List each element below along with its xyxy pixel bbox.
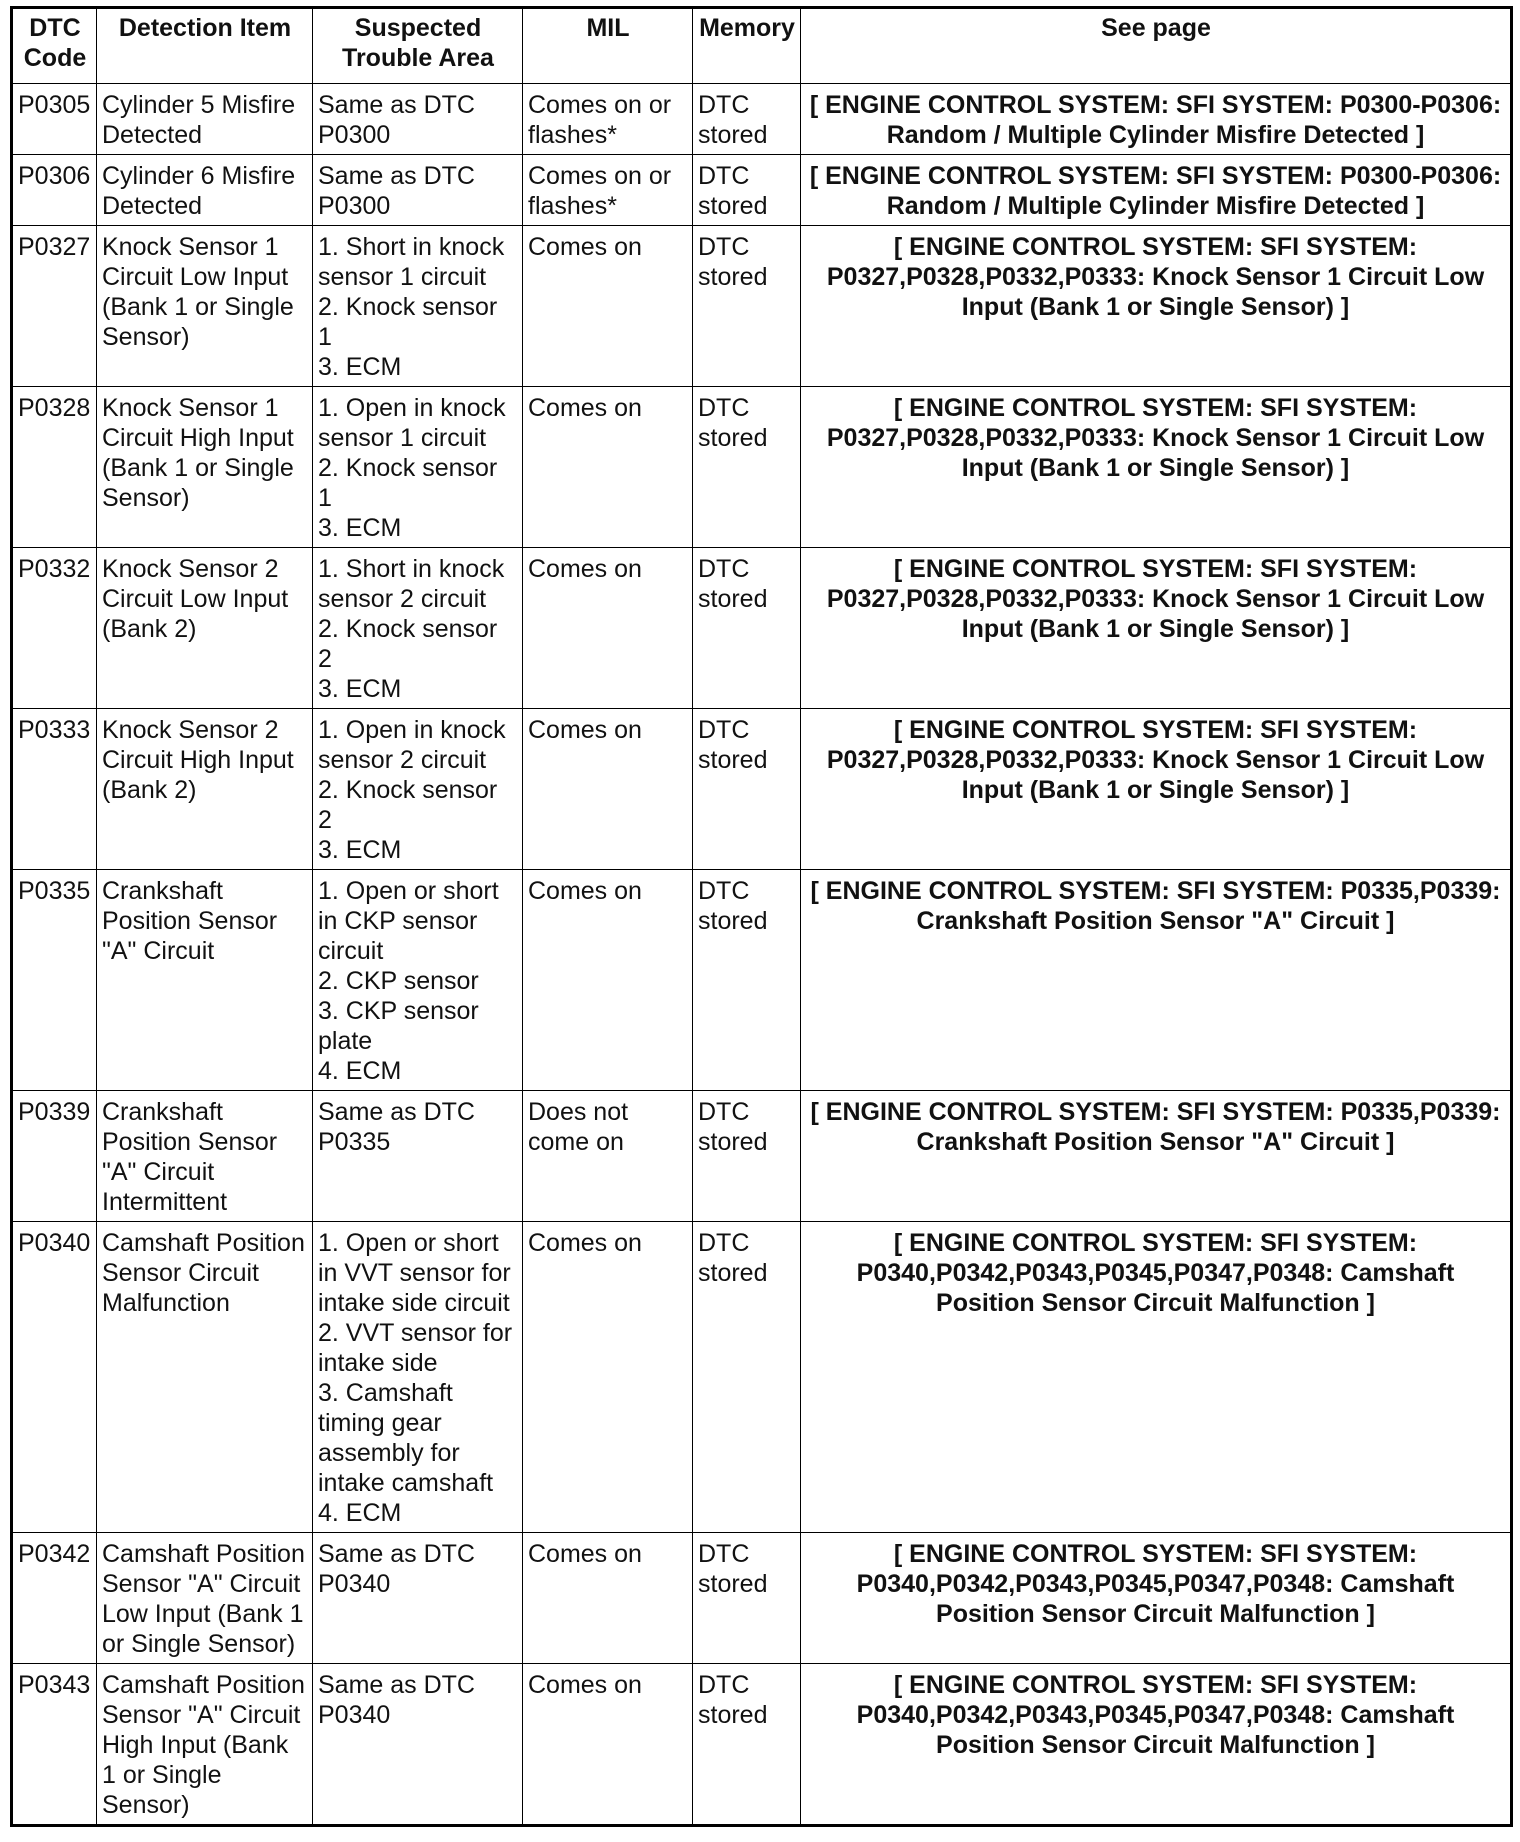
- cell-detection-item: Camshaft Position Sensor "A" Circuit High Input (Bank 1 or Single Sensor): [97, 1664, 313, 1826]
- table-row: [12, 870, 1512, 1091]
- cell-memory: DTC stored: [693, 870, 801, 1091]
- cell-memory: DTC stored: [693, 84, 801, 155]
- table-header: [12, 8, 1512, 84]
- cell-detection-item: Knock Sensor 1 Circuit Low Input (Bank 1 or Single Sensor): [97, 226, 313, 387]
- cell-detection-item: Cylinder 5 Misfire Detected: [97, 84, 313, 155]
- cell-see-page-link[interactable]: [ ENGINE CONTROL SYSTEM: SFI SYSTEM: P0340,P0342,P0343,P0345,P0347,P0348: Camshaft Position Sensor Circuit Malfunction ]: [801, 1533, 1512, 1664]
- cell-trouble-area: Same as DTC P0335: [313, 1091, 523, 1222]
- dtc-table: [10, 6, 1513, 1827]
- cell-mil: Comes on or flashes*: [523, 84, 693, 155]
- cell-dtc-code: P0343: [12, 1664, 97, 1826]
- cell-see-page-link[interactable]: [ ENGINE CONTROL SYSTEM: SFI SYSTEM: P0300-P0306: Random / Multiple Cylinder Misfire Detected ]: [801, 84, 1512, 155]
- header-detection-item: Detection Item: [97, 8, 313, 84]
- cell-mil: Does not come on: [523, 1091, 693, 1222]
- cell-detection-item: Camshaft Position Sensor "A" Circuit Low Input (Bank 1 or Single Sensor): [97, 1533, 313, 1664]
- cell-memory: DTC stored: [693, 548, 801, 709]
- table-row: [12, 1091, 1512, 1222]
- cell-mil: Comes on: [523, 548, 693, 709]
- cell-dtc-code: P0306: [12, 155, 97, 226]
- header-mil: MIL: [523, 8, 693, 84]
- cell-see-page-link[interactable]: [ ENGINE CONTROL SYSTEM: SFI SYSTEM: P0327,P0328,P0332,P0333: Knock Sensor 1 Circuit Low Input (Bank 1 or Single Sensor) ]: [801, 548, 1512, 709]
- cell-dtc-code: P0332: [12, 548, 97, 709]
- cell-trouble-area: 1. Short in knock sensor 1 circuit 2. Knock sensor 1 3. ECM: [313, 226, 523, 387]
- header-memory: Memory: [693, 8, 801, 84]
- cell-see-page-link[interactable]: [ ENGINE CONTROL SYSTEM: SFI SYSTEM: P0340,P0342,P0343,P0345,P0347,P0348: Camshaft Position Sensor Circuit Malfunction ]: [801, 1664, 1512, 1826]
- table-row: [12, 548, 1512, 709]
- cell-mil: Comes on: [523, 387, 693, 548]
- cell-trouble-area: Same as DTC P0300: [313, 84, 523, 155]
- table-row: [12, 84, 1512, 155]
- cell-see-page-link[interactable]: [ ENGINE CONTROL SYSTEM: SFI SYSTEM: P0327,P0328,P0332,P0333: Knock Sensor 1 Circuit Low Input (Bank 1 or Single Sensor) ]: [801, 226, 1512, 387]
- cell-trouble-area: 1. Open in knock sensor 2 circuit 2. Knock sensor 2 3. ECM: [313, 709, 523, 870]
- header-row: [12, 8, 1512, 84]
- cell-dtc-code: P0339: [12, 1091, 97, 1222]
- cell-trouble-area: Same as DTC P0340: [313, 1533, 523, 1664]
- cell-trouble-area: Same as DTC P0300: [313, 155, 523, 226]
- cell-memory: DTC stored: [693, 1533, 801, 1664]
- cell-dtc-code: P0305: [12, 84, 97, 155]
- cell-memory: DTC stored: [693, 1091, 801, 1222]
- cell-see-page-link[interactable]: [ ENGINE CONTROL SYSTEM: SFI SYSTEM: P0300-P0306: Random / Multiple Cylinder Misfire Detected ]: [801, 155, 1512, 226]
- cell-detection-item: Knock Sensor 1 Circuit High Input (Bank 1 or Single Sensor): [97, 387, 313, 548]
- cell-mil: Comes on: [523, 870, 693, 1091]
- cell-trouble-area: 1. Open or short in VVT sensor for intake side circuit 2. VVT sensor for intake side 3. Camshaft timing gear assembly for intake camshaft 4. ECM: [313, 1222, 523, 1533]
- cell-dtc-code: P0342: [12, 1533, 97, 1664]
- table-row: [12, 1664, 1512, 1826]
- cell-detection-item: Knock Sensor 2 Circuit High Input (Bank 2): [97, 709, 313, 870]
- cell-see-page-link[interactable]: [ ENGINE CONTROL SYSTEM: SFI SYSTEM: P0327,P0328,P0332,P0333: Knock Sensor 1 Circuit Low Input (Bank 1 or Single Sensor) ]: [801, 387, 1512, 548]
- cell-mil: Comes on: [523, 1664, 693, 1826]
- cell-dtc-code: P0340: [12, 1222, 97, 1533]
- table-row: [12, 1222, 1512, 1533]
- table-row: [12, 387, 1512, 548]
- table-body: [12, 84, 1512, 1826]
- cell-memory: DTC stored: [693, 155, 801, 226]
- cell-trouble-area: Same as DTC P0340: [313, 1664, 523, 1826]
- cell-trouble-area: 1. Open in knock sensor 1 circuit 2. Knock sensor 1 3. ECM: [313, 387, 523, 548]
- cell-see-page-link[interactable]: [ ENGINE CONTROL SYSTEM: SFI SYSTEM: P0327,P0328,P0332,P0333: Knock Sensor 1 Circuit Low Input (Bank 1 or Single Sensor) ]: [801, 709, 1512, 870]
- cell-dtc-code: P0335: [12, 870, 97, 1091]
- cell-memory: DTC stored: [693, 387, 801, 548]
- header-see-page: See page: [801, 8, 1512, 84]
- table-row: [12, 155, 1512, 226]
- cell-dtc-code: P0327: [12, 226, 97, 387]
- cell-trouble-area: 1. Short in knock sensor 2 circuit 2. Knock sensor 2 3. ECM: [313, 548, 523, 709]
- cell-memory: DTC stored: [693, 226, 801, 387]
- cell-memory: DTC stored: [693, 1222, 801, 1533]
- header-suspected-trouble-area: Suspected Trouble Area: [313, 8, 523, 84]
- cell-detection-item: Crankshaft Position Sensor "A" Circuit: [97, 870, 313, 1091]
- cell-mil: Comes on: [523, 709, 693, 870]
- cell-detection-item: Knock Sensor 2 Circuit Low Input (Bank 2): [97, 548, 313, 709]
- cell-detection-item: Cylinder 6 Misfire Detected: [97, 155, 313, 226]
- cell-dtc-code: P0328: [12, 387, 97, 548]
- header-dtc-code: DTC Code: [12, 8, 97, 84]
- cell-see-page-link[interactable]: [ ENGINE CONTROL SYSTEM: SFI SYSTEM: P0335,P0339: Crankshaft Position Sensor "A" Circuit ]: [801, 1091, 1512, 1222]
- cell-trouble-area: 1. Open or short in CKP sensor circuit 2. CKP sensor 3. CKP sensor plate 4. ECM: [313, 870, 523, 1091]
- cell-mil: Comes on or flashes*: [523, 155, 693, 226]
- cell-memory: DTC stored: [693, 1664, 801, 1826]
- table-row: [12, 1533, 1512, 1664]
- cell-mil: Comes on: [523, 226, 693, 387]
- table-row: [12, 709, 1512, 870]
- cell-detection-item: Camshaft Position Sensor Circuit Malfunction: [97, 1222, 313, 1533]
- cell-memory: DTC stored: [693, 709, 801, 870]
- cell-see-page-link[interactable]: [ ENGINE CONTROL SYSTEM: SFI SYSTEM: P0335,P0339: Crankshaft Position Sensor "A" Circuit ]: [801, 870, 1512, 1091]
- table-row: [12, 226, 1512, 387]
- cell-dtc-code: P0333: [12, 709, 97, 870]
- cell-detection-item: Crankshaft Position Sensor "A" Circuit Intermittent: [97, 1091, 313, 1222]
- cell-mil: Comes on: [523, 1222, 693, 1533]
- cell-see-page-link[interactable]: [ ENGINE CONTROL SYSTEM: SFI SYSTEM: P0340,P0342,P0343,P0345,P0347,P0348: Camshaft Position Sensor Circuit Malfunction ]: [801, 1222, 1512, 1533]
- cell-mil: Comes on: [523, 1533, 693, 1664]
